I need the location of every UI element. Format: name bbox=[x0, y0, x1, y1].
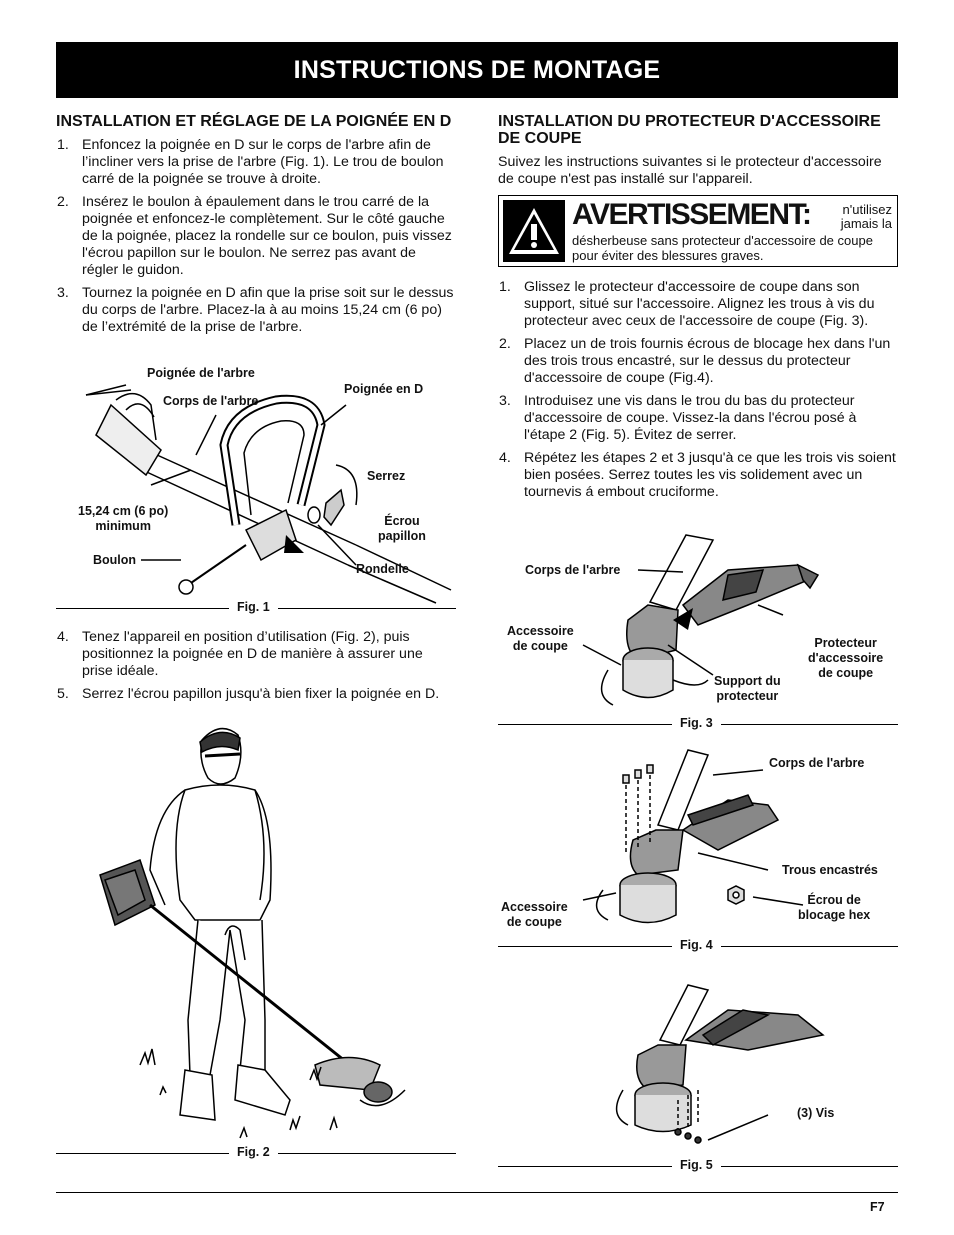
step-number: 2. bbox=[499, 336, 511, 352]
step-item bbox=[498, 336, 898, 387]
guard-steps bbox=[498, 279, 898, 501]
d-handle-steps-1 bbox=[56, 137, 456, 336]
right-column bbox=[498, 113, 898, 188]
step-number: 5. bbox=[57, 686, 69, 702]
fig4-label-shaft: Corps de l'arbre bbox=[769, 756, 865, 770]
step-text: Tournez la poignée en D afin que la prise soit sur le dessus du corps de l'arbre. Placez-la à au moins 15,24 cm (6 po) de l’extrémité de la prise de l'arbre. bbox=[82, 285, 454, 335]
fig3-label-guard: Protecteur d'accessoire de coupe bbox=[808, 636, 884, 680]
fig3-label-shaft: Corps de l'arbre bbox=[525, 563, 621, 577]
d-handle-steps-2 bbox=[56, 629, 456, 703]
fig2-caption: Fig. 2 bbox=[229, 1145, 278, 1159]
fig3-caption: Fig. 3 bbox=[672, 716, 721, 730]
step-item bbox=[56, 285, 456, 336]
step-text: Placez un de trois fournis écrous de blocage hex dans l'un des trois trous encastré, sur le dessus du protecteur d'accessoire de coupe (Fig.4). bbox=[524, 336, 891, 386]
step-number: 3. bbox=[499, 393, 511, 409]
warning-title: AVERTISSEMENT: bbox=[572, 198, 811, 231]
d-handle-heading: INSTALLATION ET RÉGLAGE DE LA POIGNÉE EN D bbox=[56, 113, 452, 130]
step-text: Enfoncez la poignée en D sur le corps de l'arbre afin de l’incliner vers la prise de l'arbre (Fig. 1). Le trou de boulon carré de la poignée se trouve à droite. bbox=[82, 137, 444, 187]
fig1-label-tighten: Serrez bbox=[367, 469, 406, 483]
step-text: Serrez l'écrou papillon jusqu'à bien fixer la poignée en D. bbox=[82, 686, 440, 702]
warning-triangle-icon bbox=[503, 200, 565, 262]
fig3-label-cutting-attachment: Accessoire de coupe bbox=[507, 624, 574, 653]
step-item bbox=[56, 629, 456, 680]
fig1-label-wing-nut: Écrou papillon bbox=[378, 514, 426, 543]
warning-box bbox=[498, 195, 898, 267]
step-item bbox=[498, 450, 898, 501]
guard-intro: Suivez les instructions suivantes si le protecteur d'accessoire de coupe n'est pas installé sur l'appareil. bbox=[498, 154, 882, 187]
step-item bbox=[56, 194, 456, 279]
step-item bbox=[498, 393, 898, 444]
step-number: 3. bbox=[57, 285, 69, 301]
fig5-illustration bbox=[498, 980, 898, 1155]
guard-heading: INSTALLATION DU PROTECTEUR D'ACCESSOIRE DE COUPE bbox=[498, 113, 881, 147]
step-text: Insérez le boulon à épaulement dans le trou carré de la poignée et enfoncez-le complètement. Sur le côté gauche de la poignée, placez la rondelle sur ce boulon, puis vissez l'écrou papillon sur le boulon. Ne serrez pas avant de régler le guidon. bbox=[82, 194, 452, 278]
step-number: 1. bbox=[57, 137, 69, 153]
fig1-label-shaft-handle: Poignée de l'arbre bbox=[147, 366, 255, 380]
guard-steps-container bbox=[498, 279, 898, 507]
fig1-label-distance: 15,24 cm (6 po) minimum bbox=[78, 504, 169, 533]
step-item bbox=[56, 686, 456, 703]
fig4-label-cutting-attachment: Accessoire de coupe bbox=[501, 900, 568, 929]
step-number: 2. bbox=[57, 194, 69, 210]
fig1-label-shaft-body: Corps de l'arbre bbox=[163, 394, 259, 408]
step-text: Répétez les étapes 2 et 3 jusqu'à ce que les trois vis soient bien posées. Serrez toutes les vis solidement avec un tournevis á embout cruciforme. bbox=[524, 450, 896, 500]
warning-text-rest: désherbeuse sans protecteur d'accessoire de coupe pour éviter des blessures graves. bbox=[572, 233, 873, 263]
step-number: 1. bbox=[499, 279, 511, 295]
fig4-caption: Fig. 4 bbox=[672, 938, 721, 952]
fig1-caption: Fig. 1 bbox=[229, 600, 278, 614]
left-column bbox=[56, 113, 456, 342]
section-banner: INSTRUCTIONS DE MONTAGE bbox=[56, 42, 898, 98]
fig1-label-washer: Rondelle bbox=[356, 562, 409, 576]
step-number: 4. bbox=[499, 450, 511, 466]
fig5-label-screws: (3) Vis bbox=[797, 1106, 835, 1120]
page-number: F7 bbox=[870, 1200, 885, 1214]
fig1-label-bolt: Boulon bbox=[93, 553, 137, 567]
step-text: Tenez l'appareil en position d’utilisation (Fig. 2), puis positionnez la poignée en D de manière à assurer une prise idéale. bbox=[82, 629, 423, 679]
fig3-label-guard-support: Support du protecteur bbox=[714, 674, 781, 703]
step-item bbox=[56, 137, 456, 188]
fig4-label-hex-nut: Écrou de blocage hex bbox=[798, 893, 871, 922]
footer-divider bbox=[56, 1192, 898, 1193]
fig1-label-d-handle: Poignée en D bbox=[344, 382, 424, 396]
step-item bbox=[498, 279, 898, 330]
left-column-lower bbox=[56, 629, 456, 709]
fig4-label-recessed-holes: Trous encastrés bbox=[782, 863, 878, 877]
step-text: Introduisez une vis dans le trou du bas du protecteur d'accessoire de coupe. Vissez-la dans l'écrou posé à l'étape 2 (Fig. 5). Évitez de serrer. bbox=[524, 393, 857, 443]
fig2-illustration bbox=[80, 720, 420, 1145]
step-text: Glissez le protecteur d'accessoire de coupe dans son support, situé sur l'accessoire. Alignez les trous à vis du protecteur avec ceux de l'accessoire de coupe (Fig. 3). bbox=[524, 279, 875, 329]
fig5-caption: Fig. 5 bbox=[672, 1158, 721, 1172]
warning-text-start: n'utilisez jamais la bbox=[840, 202, 892, 231]
step-number: 4. bbox=[57, 629, 69, 645]
